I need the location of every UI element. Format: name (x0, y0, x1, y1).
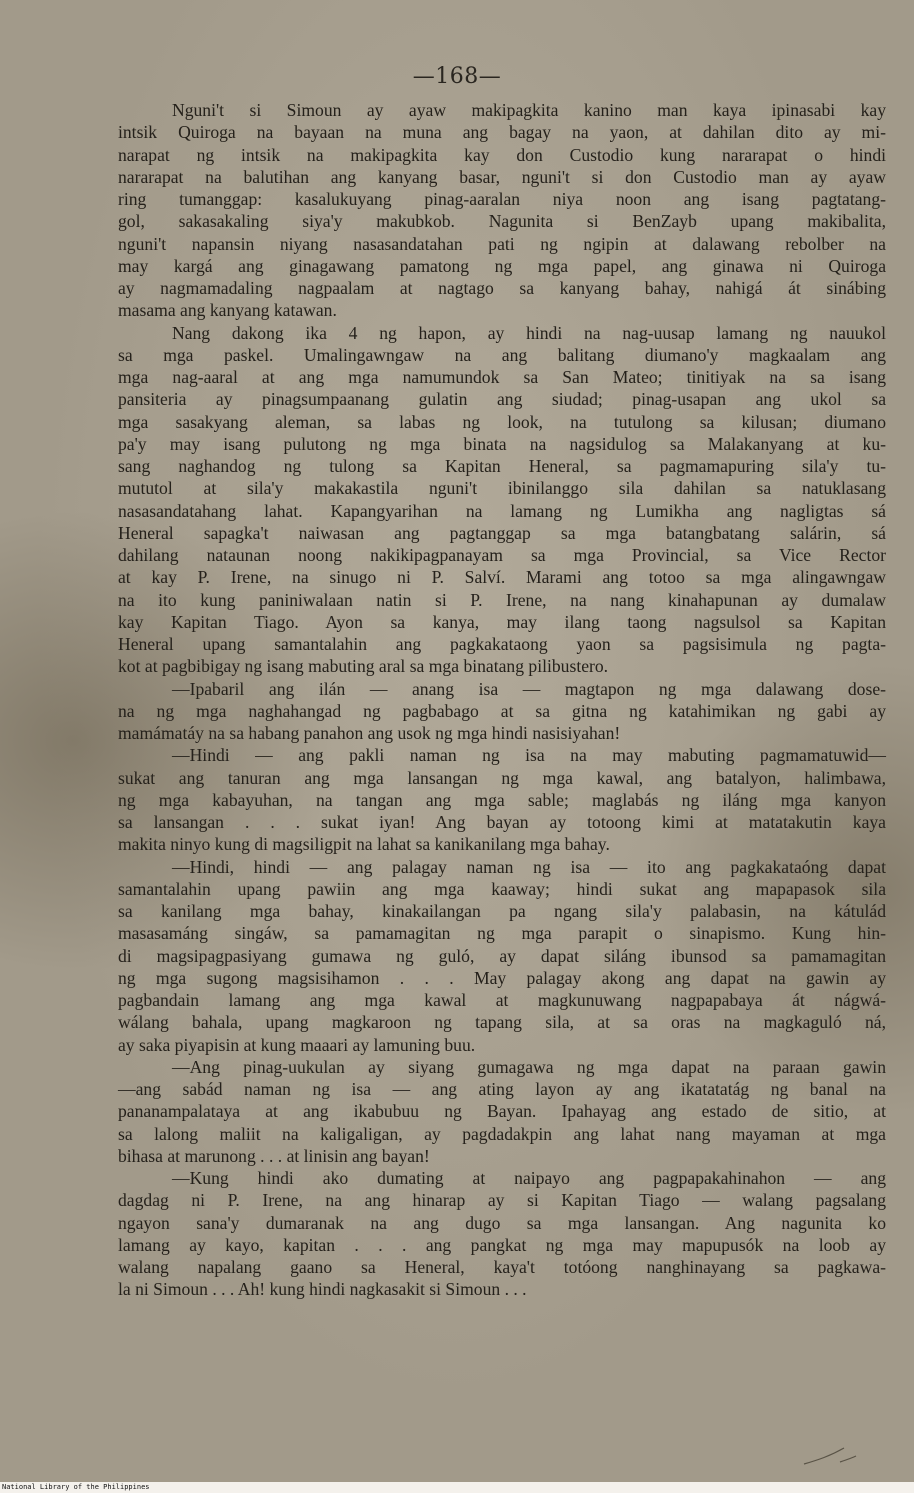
text-line: —Hindi, hindi — ang palagay naman ng isa — ito ang pagkakataóng dapat (172, 856, 886, 877)
text-line: la ni Simoun . . . Ah! kung hindi nagkasakit si Simoun . . . (118, 1279, 527, 1300)
text-line: kot at pagbibigay ng isang mabuting aral sa mga binatang pilibustero. (118, 656, 609, 677)
text-line: sa kanilang mga bahay, kinakailangan pa ngang sila'y palabasin, na kátulád (118, 901, 886, 921)
text-line: sukat ang tanuran ang mga lansangan ng mga kawal, ang batalyon, halimbawa, (118, 767, 886, 788)
text-line: nguni't napansin niyang nasasandatahan pati ng ngipin at dalawang rebolber na (118, 233, 886, 254)
text-line: dahilang nataunan noong nakikipagpanayam sa mga Provincial, sa Vice Rector (118, 545, 886, 565)
text-line: wálang bahala, upang magkaroon ng tapang sila, at sa oras na magkaguló ná, (118, 1012, 886, 1033)
paragraph (118, 99, 886, 322)
text-line: at kay P. Irene, na sinugo ni P. Salví. Marami ang totoo sa mga alingawngaw (118, 567, 886, 588)
paragraph (118, 322, 886, 678)
text-line: —Hindi — ang pakli naman ng isa na may mabuting pagmamatuwid— (172, 745, 886, 766)
text-line: makita ninyo kung di magsiligpit na lahat sa kanikanilang mga bahay. (118, 834, 610, 855)
text-line: nasasandatahang lahat. Kapangyarihan na lamang ng Lumikha ang nagligtas sá (118, 500, 886, 521)
text-line: pananampalataya at ang ikabubuu ng Bayan. Ipahayag ang estado de sitio, at (118, 1101, 886, 1122)
text-line: —Ang pinag-uukulan ay siyang gumagawa ng mga dapat na paraan gawin (172, 1056, 886, 1077)
text-line: sa lalong maliit na kaligaligan, ay pagdadakpin ang lahat nang mayaman at mga (118, 1123, 886, 1144)
text-line: Heneral upang samantalahin ang pagkakataong yaon sa pagsisimula ng pagta- (118, 634, 886, 654)
text-line: pa'y may isang pulutong ng mga binata na nagsidulog sa Malakanyang at ku- (118, 433, 886, 454)
text-line: intsik Quiroga na bayaan na muna ang bagay na yaon, at dahilan dito ay mi- (118, 122, 886, 143)
text-line: —ang sabád naman ng isa — ang ating layon ay ang ikatatatág ng banal na (118, 1079, 886, 1099)
text-line: bihasa at marunong . . . at linisin ang bayan! (118, 1145, 430, 1166)
text-line: kay Kapitan Tiago. Ayon sa kanya, may ilang taong nagsulsol sa Kapitan (118, 611, 886, 632)
text-line: ng mga kabayuhan, na tangan ang mga sable; maglabás ng iláng mga kanyon (118, 789, 886, 810)
page-number: —168— (412, 64, 502, 89)
text-line: sang naghandog ng tulong sa Kapitan Heneral, sa pagmamapuring sila'y tu- (118, 456, 886, 476)
text-line: ay nagmamadaling nagpaalam at nagtago sa kanyang bahay, nahigá át sinábing (118, 278, 886, 298)
pen-mark-icon (800, 1440, 860, 1470)
text-line: Nang dakong ika 4 ng hapon, ay hindi na nag-uusap lamang ng nauukol (172, 322, 886, 343)
text-line: pansiteria ay pinagsumpaanang gulatin ang siudad; pinag-usapan ang ukol sa (118, 389, 886, 410)
library-credit: National Library of the Philippines (0, 1482, 914, 1493)
text-line: di magsipagpasiyang gumawa ng guló, ay dapat siláng ibunsod sa pamamagitan (118, 945, 886, 966)
text-line: walang napalang gaano sa Heneral, kaya't totóong nanghinayang sa pagkawa- (118, 1257, 886, 1277)
paragraph (118, 678, 886, 745)
text-line: mga sasakyang aleman, sa labas ng look, na tutulong sa kilusan; diumano (118, 411, 886, 432)
text-line: lamang ay kayo, kapitan . . . ang pangkat ng mga may mapupusók na loob ay (118, 1234, 886, 1255)
paragraph (118, 856, 886, 1056)
text-line: ngayon sana'y dumaranak na ang dugo sa mga lansangan. Ang nagunita ko (118, 1212, 886, 1233)
text-line: sa mga paskel. Umalingawngaw na ang balitang diumano'y magkaalam ang (118, 344, 886, 365)
text-line: narapat ng intsik na makipagkita kay don Custodio kung nararapat o hindi (118, 144, 886, 165)
text-line: may kargá ang ginagawang pamatong ng mga papel, ang ginawa ni Quiroga (118, 255, 886, 276)
text-line: masama ang kanyang katawan. (118, 300, 337, 321)
text-line: masasamáng singáw, sa pamamagitan ng mga parapit o sinapismo. Kung hin- (118, 923, 886, 944)
text-line: ay saka piyapisin at kung maaari ay lamuning buu. (118, 1034, 476, 1055)
text-line: pagbandain lamang ang mga kawal at magkunuwang nagpapabaya át nágwá- (118, 990, 886, 1010)
paragraph (118, 1056, 886, 1167)
paragraph (118, 744, 886, 855)
text-line: gol, sakasakaling siya'y makubkob. Nagunita si BenZayb upang makibalita, (118, 211, 886, 232)
text-line: na ng mga naghahangad ng pagbabago at sa gitna ng katahimikan ng gabi ay (118, 700, 886, 721)
text-line: Heneral sapagka't naiwasan ang pagtanggap sa mga batangbatang salárin, sá (118, 522, 886, 543)
text-line: sa lansangan . . . sukat iyan! Ang bayan ay totoong kimi at matatakutin kaya (118, 812, 886, 832)
text-line: dagdag ni P. Irene, na ang hinarap ay si Kapitan Tiago — walang pagsalang (118, 1190, 886, 1211)
text-line: na ito kung paniniwalaan natin si P. Irene, na nang kinahapunan ay dumalaw (118, 589, 886, 610)
text-line: samantalahin upang pawiin ang mga kaaway; hindi sukat ang mapapasok sila (118, 878, 886, 899)
text-line: —Ipabaril ang ilán — anang isa — magtapon ng mga dalawang dose- (172, 678, 886, 699)
text-line: ng mga sugong magsisihamon . . . May palagay akong ang dapat na gawin ay (118, 967, 886, 988)
text-line: —Kung hindi ako dumating at naipayo ang pagpapakahinahon — ang (172, 1168, 886, 1188)
body-text (118, 99, 886, 1301)
text-line: Nguni't si Simoun ay ayaw makipagkita kanino man kaya ipinasabi kay (172, 100, 886, 120)
text-line: mga nag-aaral at ang mga namumundok sa San Mateo; tinitiyak na sa isang (118, 367, 886, 387)
text-line: mututol at sila'y makakastila nguni't ibinilanggo sila dahilan sa natuklasang (118, 478, 886, 499)
text-line: nararapat na balutihan ang kanyang basar, nguni't si don Custodio man ay ayaw (118, 166, 886, 187)
text-line: mamámatáy na sa habang panahon ang usok ng mga hindi nasisiyahan! (118, 723, 621, 743)
paragraph (118, 1167, 886, 1301)
text-line: ring tumanggap: kasalukuyang pinag-aaralan niya noon ang isang pagtatang- (118, 189, 886, 209)
